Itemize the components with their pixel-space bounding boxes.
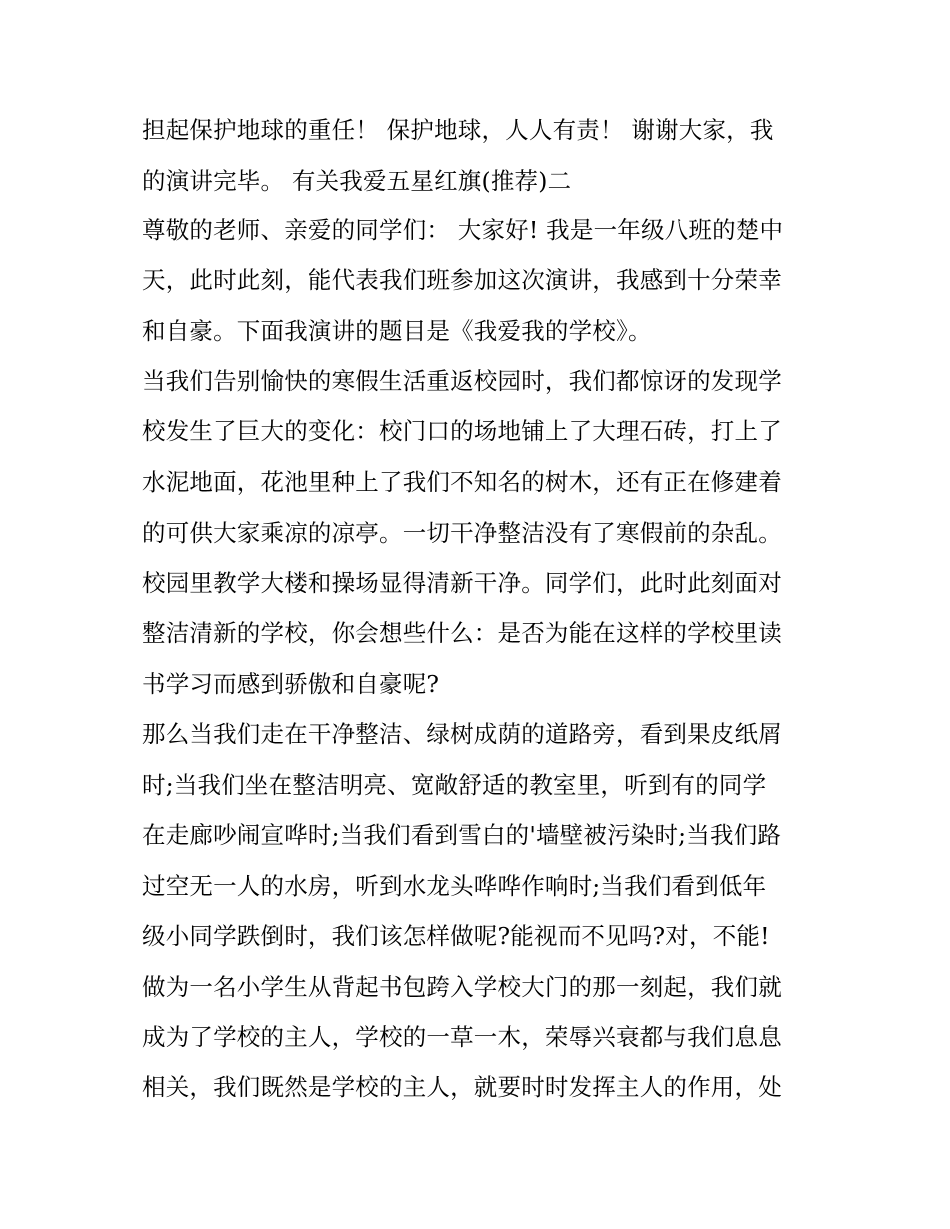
- text-line: 时;当我们坐在整洁明亮、宽敞舒适的教室里，听到有的同学: [142, 771, 767, 799]
- text-line: 和自豪。下面我演讲的题目是《我爱我的学校》。: [142, 317, 652, 345]
- text-line: 校发生了巨大的变化：校门口的场地铺上了大理石砖，打上了: [142, 417, 782, 445]
- text-line: 担起保护地球的重任！ 保护地球，人人有责！ 谢谢大家，我: [142, 116, 774, 144]
- text-line: 水泥地面，花池里种上了我们不知名的树木，还有正在修建着: [142, 468, 782, 496]
- text-line: 过空无一人的水房，听到水龙头哗哗作响时;当我们看到低年: [142, 872, 767, 900]
- text-line: 天，此时此刻，能代表我们班参加这次演讲，我感到十分荣幸: [142, 266, 782, 294]
- text-line: 整洁清新的学校，你会想些什么：是否为能在这样的学校里读: [142, 619, 782, 647]
- text-line: 的可供大家乘凉的凉亭。一切干净整洁没有了寒假前的杂乱。: [142, 519, 782, 547]
- text-line: 级小同学跌倒时，我们该怎样做呢?能视而不见吗?对，不能!: [142, 922, 770, 950]
- text-line: 校园里教学大楼和操场显得清新干净。同学们，此时此刻面对: [142, 569, 782, 597]
- text-line: 那么当我们走在干净整洁、绿树成荫的道路旁，看到果皮纸屑: [142, 720, 782, 748]
- text-line: 的演讲完毕。 有关我爱五星红旗(推荐)二: [142, 167, 572, 195]
- text-line: 当我们告别愉快的寒假生活重返校园时，我们都惊讶的发现学: [142, 367, 782, 395]
- text-line: 相关，我们既然是学校的主人，就要时时发挥主人的作用，处: [142, 1073, 782, 1101]
- text-line: 做为一名小学生从背起书包跨入学校大门的那一刻起，我们就: [142, 973, 782, 1001]
- text-line: 在走廊吵闹宣哗时;当我们看到雪白的'墙壁被污染时;当我们路: [142, 821, 782, 849]
- text-line: 书学习而感到骄傲和自豪呢?: [142, 670, 440, 698]
- text-line: 成为了学校的主人，学校的一草一木，荣辱兴衰都与我们息息: [142, 1023, 782, 1051]
- text-line: 尊敬的老师、亲爱的同学们： 大家好! 我是一年级八班的楚中: [142, 216, 784, 244]
